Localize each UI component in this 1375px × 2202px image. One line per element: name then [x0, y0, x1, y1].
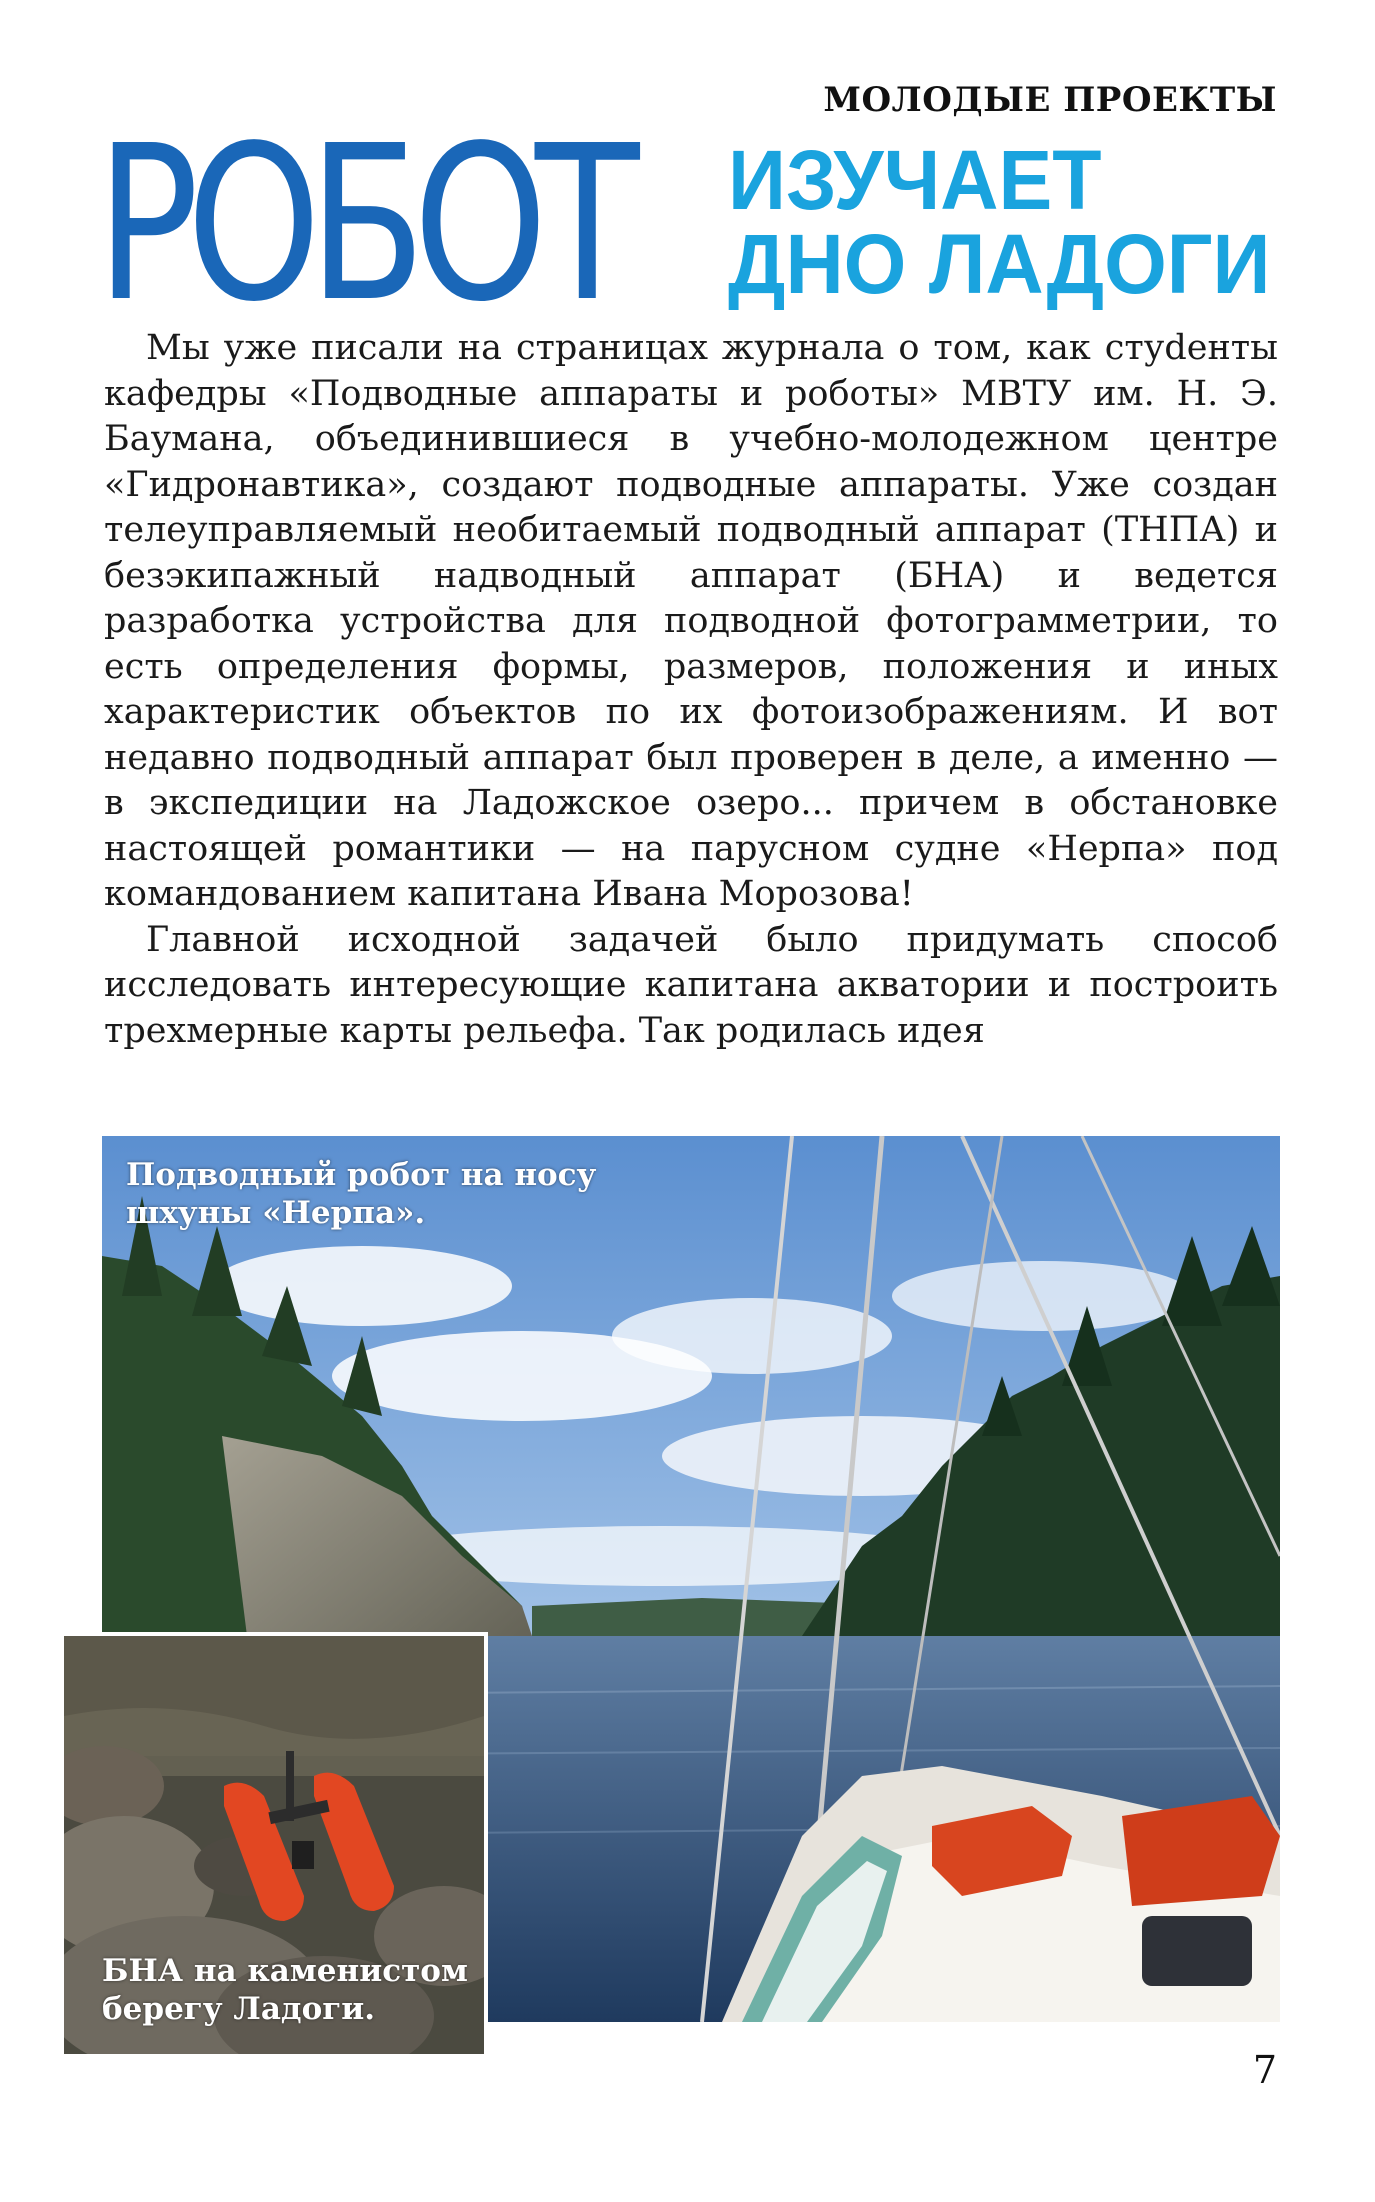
article-title-line2: ДНО ЛАДОГИ [728, 217, 1271, 311]
inset-photo-caption: БНА на каменистом берегу Ладоги. [102, 1953, 468, 2027]
article-paragraph: Мы уже писали на страницах журнала о том, как стуdенты кафедры «Подводные аппараты и роботы» МВТУ им. Н. Э. Баумана, объединившиеся в учебно-молодежном центре «Гидронавтика», создают подводные аппараты. Уже создан телеуправляемый необитаемый подводный аппарат (ТНПА) и безэкипажный надводный аппарат (БНА) и ведется разработка устройства для подводной фотограмметрии, то есть определения формы, размеров, положения и иных характеристик объектов по их фотоизображениям. И вот недавно подводный аппарат был проверен в деле, а именно — в экспедиции на Ладожское озеро... причем в обстановке настоящей романтики — на парусном судне «Нерпа» под командованием капитана Ивана Морозова! [104, 328, 1278, 914]
article-body [104, 326, 1278, 1054]
photo-caption: Подводный робот на носу шхуны «Нерпа». [126, 1157, 597, 1231]
article-paragraph: Главной исходной задачей было придумать способ исследовать интересующие капитана акватории и построить трехмерные карты рельефа. Так родилась идея [104, 919, 1278, 1051]
article-title-line1: ИЗУЧАЕТ [728, 133, 1102, 227]
article-title-main: РОБОТ [96, 100, 627, 349]
section-label: МОЛОДЫЕ ПРОЕКТЫ [823, 80, 1277, 120]
article-title-secondary [728, 133, 1271, 311]
page-number: 7 [1252, 2048, 1277, 2092]
